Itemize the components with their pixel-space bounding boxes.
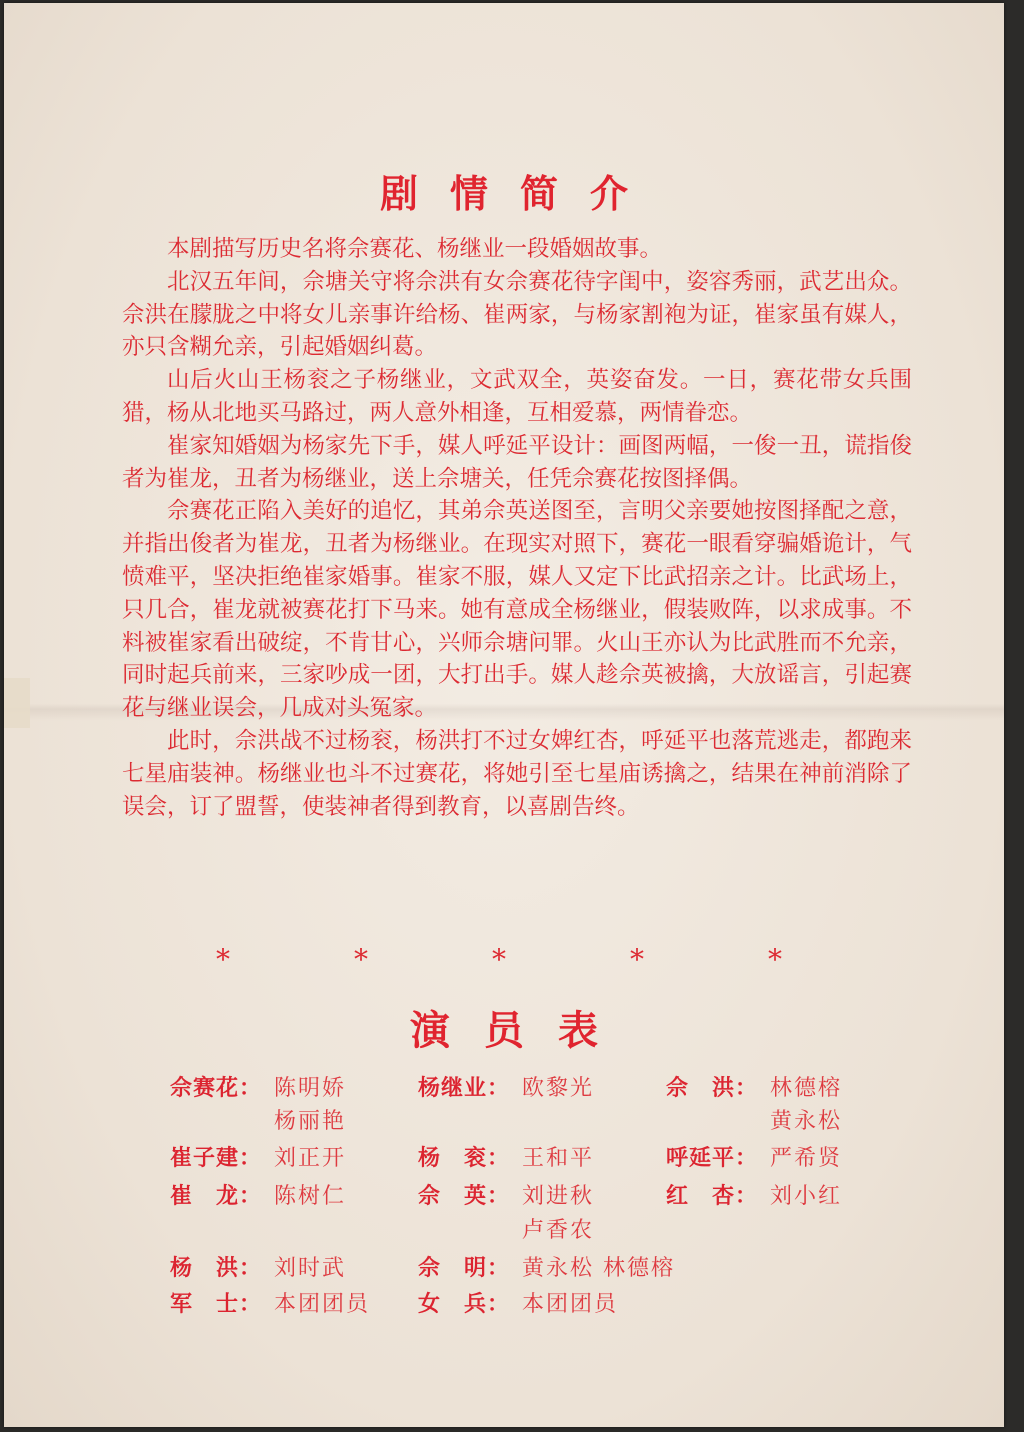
actor-name: 林德榕	[770, 1076, 843, 1101]
actor-name: 卢香农	[522, 1218, 595, 1243]
synopsis-paragraph: 北汉五年间，佘塘关守将佘洪有女佘赛花待字闺中，姿容秀丽，武艺出众。佘洪在朦胧之中将女儿亲事许给杨、崔两家，与杨家割袍为证，崔家虽有媒人，亦只含糊允亲，引起婚姻纠葛。	[122, 268, 912, 361]
role-name: 杨 衮：	[418, 1146, 511, 1171]
asterisk-mark: *	[630, 943, 644, 976]
actor-name: 严希贤	[770, 1146, 843, 1171]
role-name: 佘赛花：	[170, 1076, 263, 1101]
synopsis-paragraph: 本剧描写历史名将佘赛花、杨继业一段婚姻故事。	[167, 236, 663, 262]
actor-name: 本团团员	[522, 1292, 619, 1317]
actor-name: 杨丽艳	[274, 1109, 347, 1134]
cast-row	[4, 1104, 1004, 1136]
role-name: 佘 明：	[418, 1256, 511, 1281]
cast-row	[4, 1213, 1004, 1245]
actor-name: 刘正开	[274, 1146, 347, 1171]
role-name: 佘 洪：	[666, 1076, 759, 1101]
role-name: 崔子建：	[170, 1146, 263, 1171]
synopsis-paragraph: 此时，佘洪战不过杨衮，杨洪打不过女婢红杏，呼延平也落荒逃走，都跑来七星庙装神。杨继业也斗不过赛花，将她引至七星庙诱擒之，结果在神前消除了误会，订了盟誓，使装神者得到教育，以喜剧告终。	[122, 727, 912, 820]
synopsis-paragraph: 山后火山王杨衮之子杨继业，文武双全，英姿奋发。一日，赛花带女兵围猎，杨从北地买马路过，两人意外相逢，互相爱慕，两情眷恋。	[122, 367, 912, 426]
role-name: 崔 龙：	[170, 1184, 263, 1209]
programme-sheet	[4, 3, 1004, 1427]
synopsis-paragraph: 佘赛花正陷入美好的追忆，其弟佘英送图至，言明父亲要她按图择配之意，并指出俊者为崔龙，丑者为杨继业。在现实对照下，赛花一眼看穿骗婚诡计，气愤难平，坚决拒绝崔家婚事。崔家不服，媒人又定下比武招亲之计。比武场上，只几合，崔龙就被赛花打下马来。她有意成全杨继业，假装败阵，以求成事。不料被崔家看出破绽，不肯甘心，兴师佘塘问罪。火山王亦认为比武胜而不允亲，同时起兵前来，三家吵成一团，大打出手。媒人趁佘英被擒，大放谣言，引起赛花与继业误会，几成对头冤家。	[122, 498, 912, 722]
asterisk-mark: *	[216, 943, 230, 976]
actor-name: 欧黎光	[522, 1076, 595, 1101]
actor-name: 陈明娇	[274, 1076, 347, 1101]
cast-row	[4, 1141, 1004, 1173]
cast-row	[4, 1251, 1004, 1283]
role-name: 红 杏：	[666, 1184, 759, 1209]
actor-name: 刘时武	[274, 1256, 347, 1281]
role-name: 呼延平：	[666, 1146, 759, 1171]
actor-name: 本团团员	[274, 1292, 371, 1317]
cast-title: 演员表	[410, 1008, 632, 1054]
role-name: 佘 英：	[418, 1184, 511, 1209]
synopsis-paragraph: 崔家知婚姻为杨家先下手，媒人呼延平设计：画图两幅，一俊一丑，谎指俊者为崔龙，丑者为杨继业，送上佘塘关，任凭佘赛花按图择偶。	[122, 432, 912, 492]
role-name: 杨继业：	[418, 1076, 511, 1101]
asterisk-divider	[154, 943, 844, 976]
actor-name: 刘小红	[770, 1184, 843, 1209]
role-name: 女 兵：	[418, 1292, 511, 1317]
actor-name: 黄永松	[770, 1109, 843, 1134]
asterisk-mark: *	[768, 943, 782, 976]
role-name: 杨 洪：	[170, 1256, 263, 1281]
actor-name: 王和平	[522, 1146, 595, 1171]
synopsis-title: 剧情简介	[379, 172, 660, 216]
cast-row	[4, 1179, 1004, 1211]
role-name: 军 士：	[170, 1292, 263, 1317]
actor-name: 刘进秋	[522, 1184, 595, 1209]
cast-row	[4, 1071, 1004, 1103]
asterisk-mark: *	[354, 943, 368, 976]
actor-name: 黄永松 林德榕	[522, 1256, 675, 1281]
cast-row	[4, 1287, 1004, 1319]
tape-patch	[4, 678, 30, 728]
actor-name: 陈树仁	[274, 1184, 347, 1209]
synopsis-body	[122, 233, 912, 823]
asterisk-mark: *	[492, 943, 506, 976]
